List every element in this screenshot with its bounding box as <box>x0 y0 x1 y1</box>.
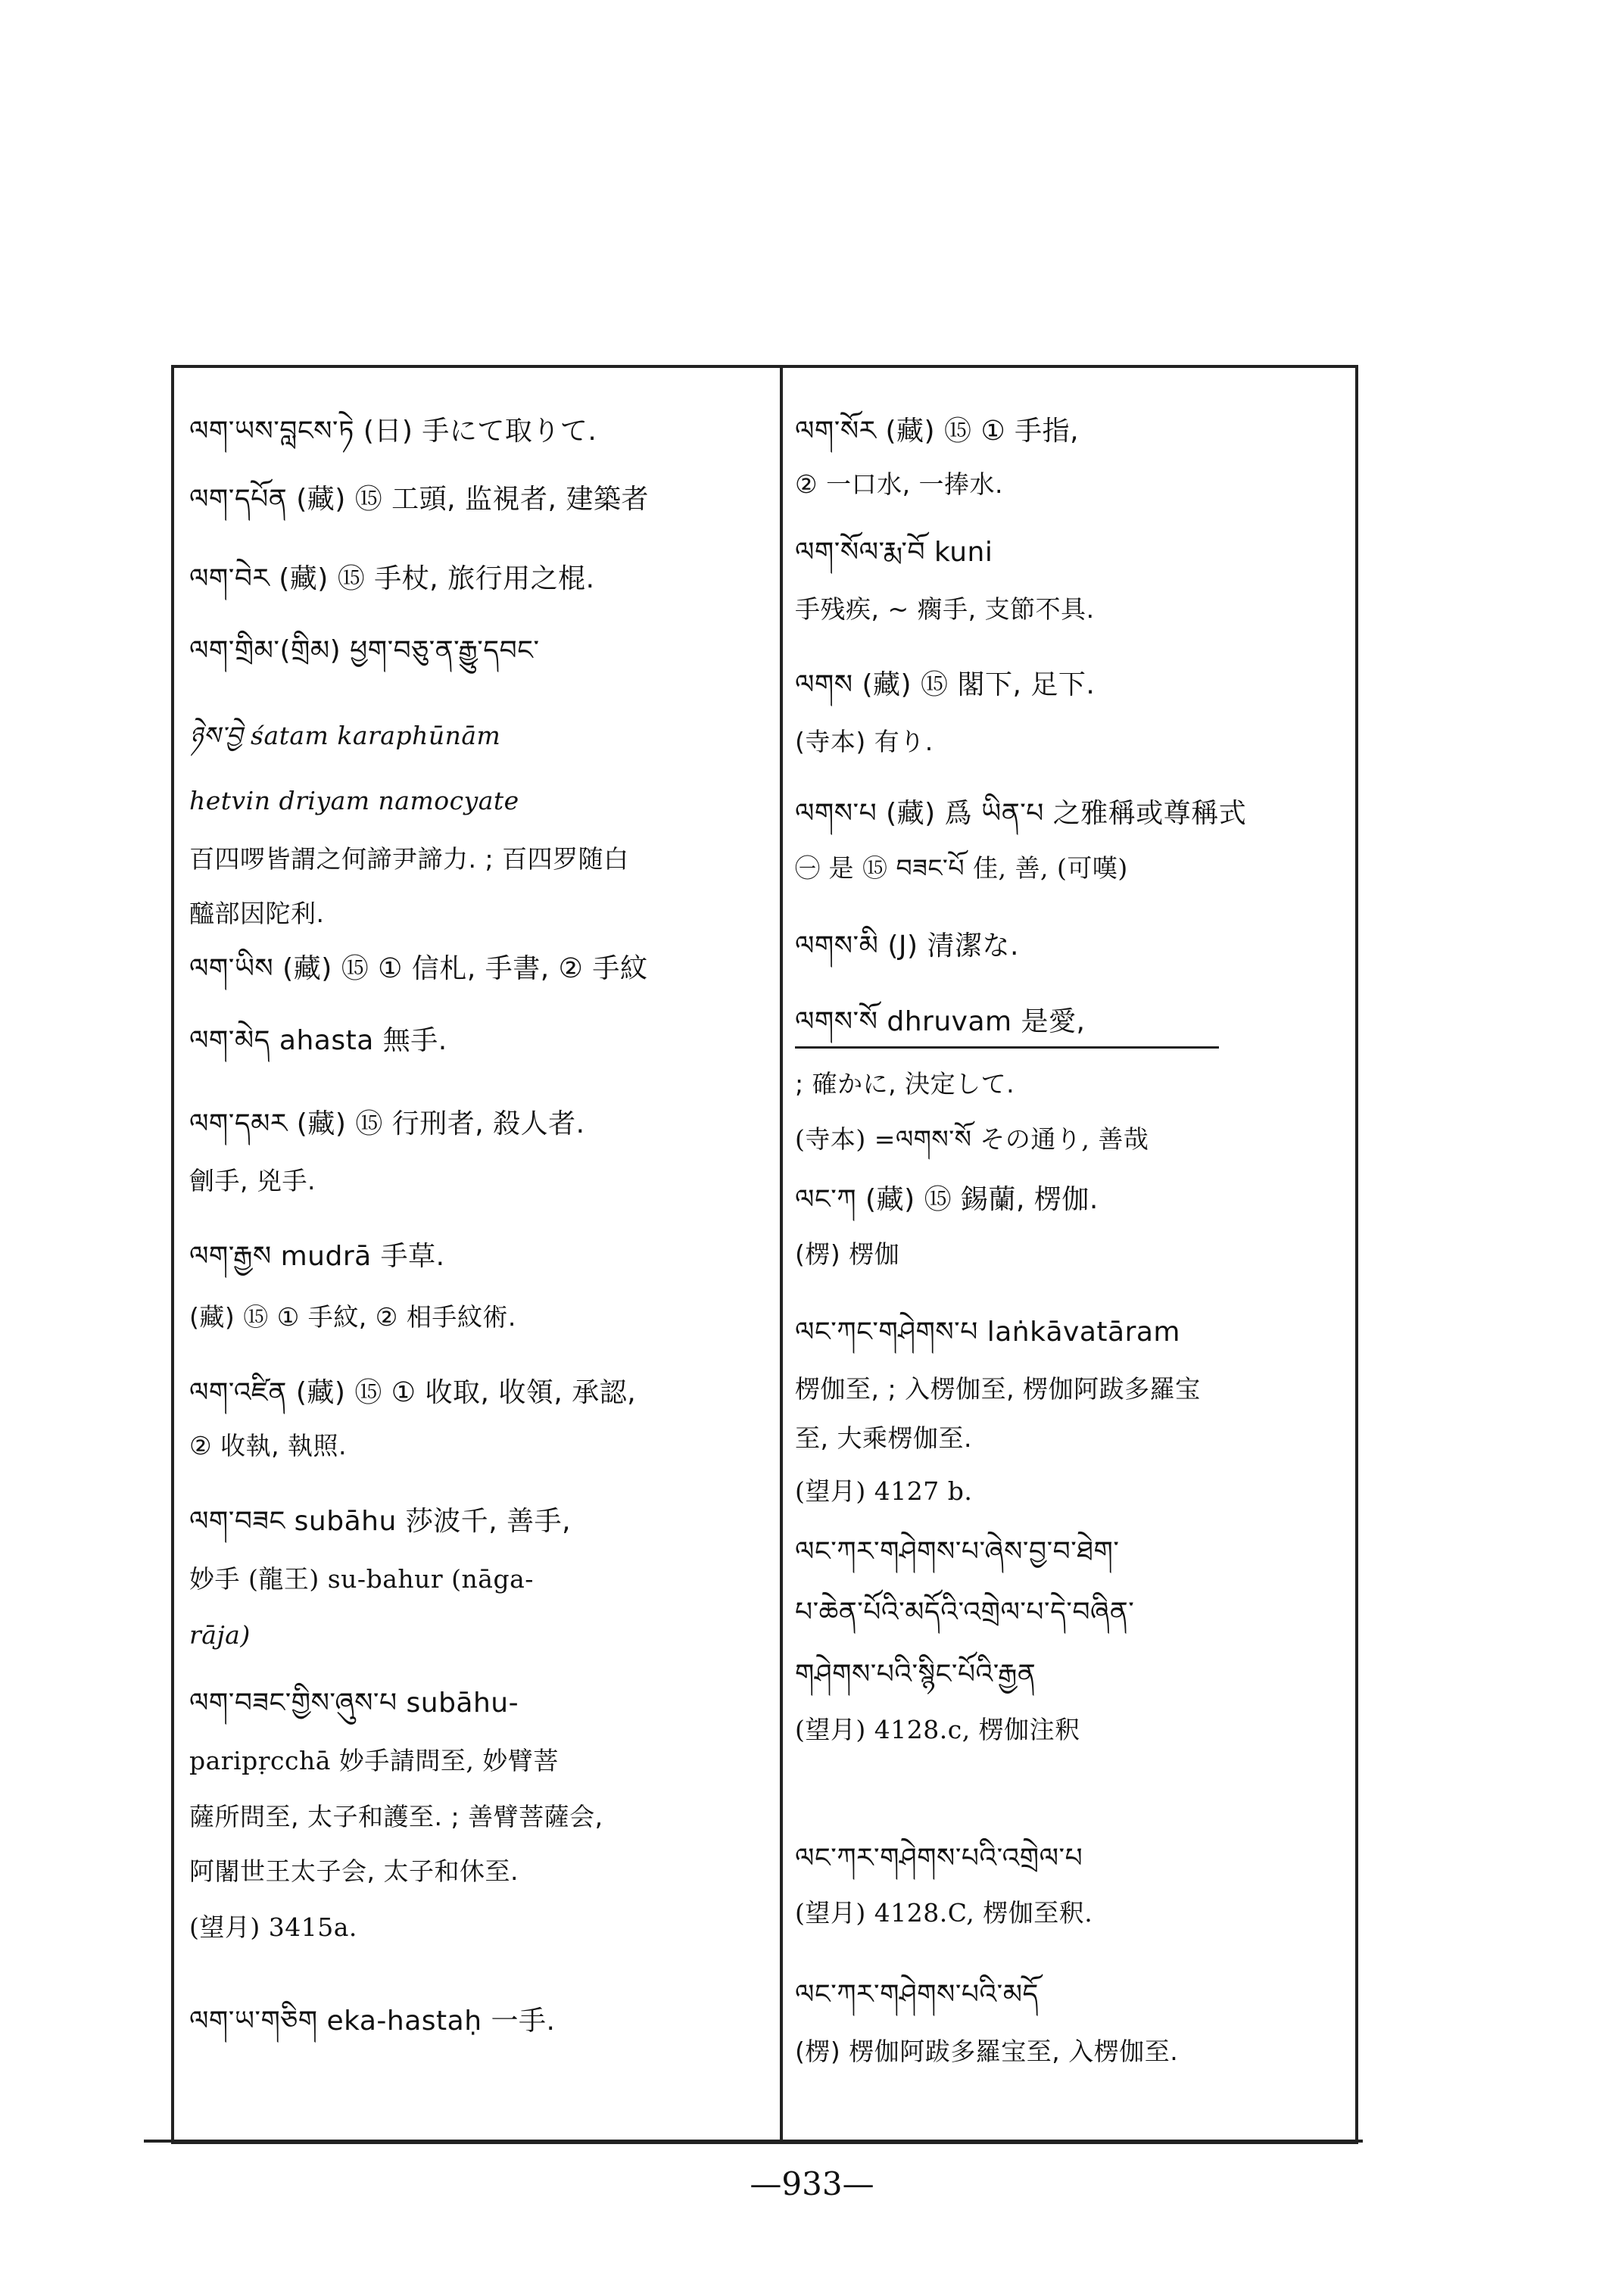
entry-line: ལང་ཀར་གཤེགས་པའི་འགྲེལ་པ <box>795 1843 1083 1874</box>
entry-line: (藏) ⑮ ① 手紋, ② 相手紋術. <box>189 1302 516 1332</box>
entry-line: ལག་དཔོན (藏) ⑮ 工頭, 监視者, 建築者 <box>189 484 649 515</box>
entry-line: ལག་དམར (藏) ⑮ 行刑者, 殺人者. <box>189 1108 585 1139</box>
entry-line: (楞) 楞伽阿跋多羅宝至, 入楞伽至. <box>795 2037 1179 2066</box>
entry-line: ལང་ཀ (藏) ⑮ 錫蘭, 楞伽. <box>795 1184 1099 1215</box>
entry-line: ㊀ 是 ⑮ བཟང་པོ 佳, 善, (可嘆) <box>795 853 1128 883</box>
entry-underline <box>795 1046 1219 1049</box>
entry-line: hetvin driyam namocyate <box>189 786 519 815</box>
entry-line: (楞) 楞伽 <box>795 1239 900 1269</box>
entry-line: 阿闍世王太子会, 太子和休至. <box>189 1856 519 1886</box>
entry-line: 百四啰皆謂之何諦尹諦力. ; 百四罗随白 <box>189 844 629 874</box>
entry-line: 至, 大乘楞伽至. <box>795 1423 972 1453</box>
entry-line: 薩所問至, 太子和護至. ; 善臂菩薩会, <box>189 1802 603 1831</box>
page-number: —933— <box>750 2165 874 2202</box>
entry-line: ལགས (藏) ⑮ 閣下, 足下. <box>795 669 1096 700</box>
frame-base-rule <box>144 2140 1363 2143</box>
entry-line: ལག་གྲིམ་(གྲིམ) ཕྱག་བཅུ་ན་རྒྱུ་དབང་ <box>189 635 540 666</box>
entry-line: ལག་ཡ་གཅིག eka-hastaḥ 一手. <box>189 2006 556 2037</box>
entry-line: པ་ཆེན་པོའི་མདོའི་འགྲེལ་པ་དེ་བཞིན་ <box>795 1597 1135 1628</box>
entry-line: 劊手, 兇手. <box>189 1166 316 1195</box>
entry-line: གཤེགས་པའི་སྙིང་པོའི་རྒྱན <box>795 1659 1036 1690</box>
entry-line: ལག་བེར (藏) ⑮ 手杖, 旅行用之棍. <box>189 563 595 594</box>
entry-line: ལག་སོར (藏) ⑮ ① 手指, <box>795 416 1080 447</box>
entry-line: ལག་ཡིས (藏) ⑮ ① 信札, 手書, ② 手紋 <box>189 953 648 984</box>
entry-line: ལག་འཛིན (藏) ⑮ ① 收取, 收領, 承認, <box>189 1377 637 1408</box>
entry-line: (寺本) =ལགས་སོ その通り, 善哉 <box>795 1124 1149 1154</box>
entry-line: ལགས་པ (藏) 爲 ཡིན་པ 之雅稱或尊稱式 <box>795 798 1247 829</box>
entry-line: ལག་མེད ahasta 無手. <box>189 1025 447 1056</box>
entry-line: ② 一口水, 一捧水. <box>795 469 1004 499</box>
entry-line: (望月) 3415a. <box>189 1912 357 1942</box>
entry-line: ལགས་མི (J) 清潔な. <box>795 930 1019 962</box>
entry-line: 醯部因陀利. <box>189 899 325 928</box>
entry-line: 手残疾, ~ 瘸手, 支節不具. <box>795 594 1095 624</box>
entry-line: 妙手 (龍王) su-bahur (nāga- <box>189 1564 534 1594</box>
entry-line: ལག་བཟང་གྱིས་ཞུས་པ subāhu- <box>189 1688 519 1719</box>
entry-line: ལང་ཀང་གཤེགས་པ laṅkāvatāram <box>795 1317 1181 1348</box>
entry-line: 楞伽至, ; 入楞伽至, 楞伽阿跋多羅宝 <box>795 1374 1201 1404</box>
entry-line: ལག་བཟང subāhu 莎波千, 善手, <box>189 1506 572 1537</box>
entry-line: (望月) 4128.c, 楞伽注釈 <box>795 1715 1080 1744</box>
entry-line: ཉེས་བྱེ śatam karaphūnām <box>189 721 501 750</box>
entry-line: rāja) <box>189 1620 251 1650</box>
entry-line: ལང་ཀར་གཤེགས་པ་ཞེས་བྱ་བ་ཐེག་ <box>795 1536 1120 1567</box>
entry-line: (望月) 4127 b. <box>795 1476 973 1506</box>
entry-line: ལག་རྒྱས mudrā 手草. <box>189 1241 445 1272</box>
column-divider <box>780 368 783 2140</box>
entry-line: ལག་སོལ་རྨ་བོ kuni <box>795 537 993 568</box>
entry-line: ལགས་སོ dhruvam 是愛, <box>795 1006 1086 1037</box>
entry-line: ལག་ཡས་བླངས་ཏེ (日) 手にて取りて. <box>189 416 597 447</box>
entry-line: (望月) 4128.C, 楞伽至釈. <box>795 1898 1093 1928</box>
entry-line: paripṛcchā 妙手請問至, 妙臂菩 <box>189 1746 559 1775</box>
entry-line: ; 確かに, 決定して. <box>795 1069 1015 1099</box>
entry-line: ② 收執, 執照. <box>189 1431 348 1460</box>
entry-line: (寺本) 有り. <box>795 727 934 756</box>
entry-line: ལང་ཀར་གཤེགས་པའི་མདོ <box>795 1979 1039 2010</box>
